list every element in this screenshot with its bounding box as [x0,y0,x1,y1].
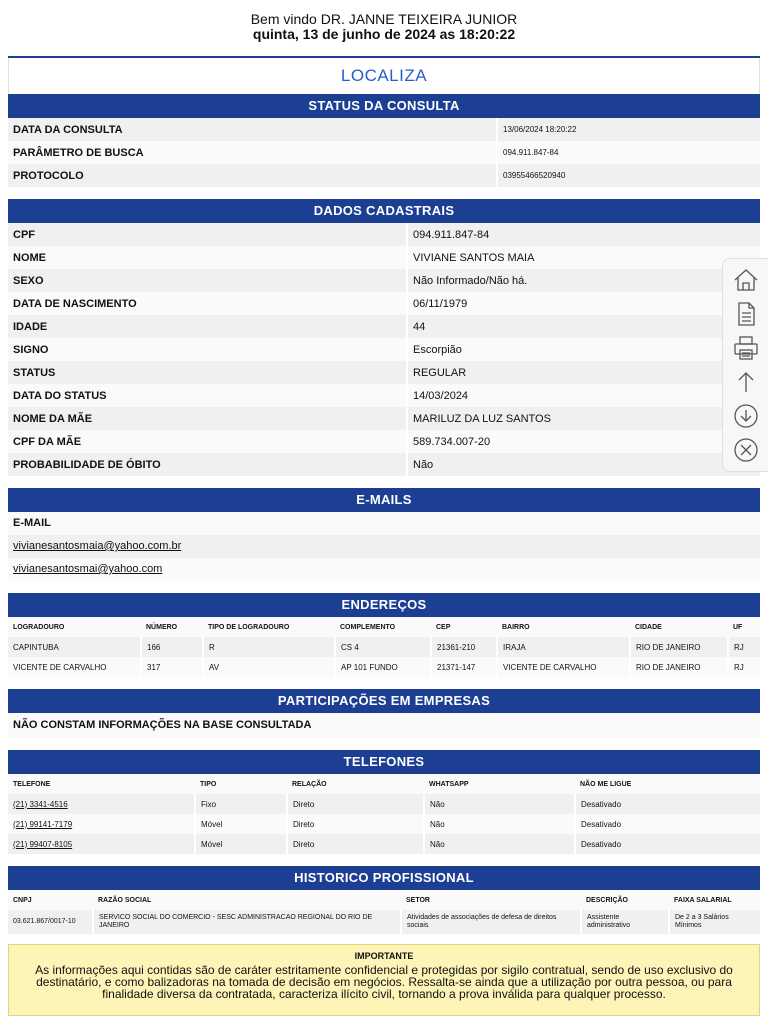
table-row [8,657,760,677]
column-header: DESCRIÇÃO [581,890,669,910]
side-toolbar [722,258,768,472]
table-cell: Direto [287,834,424,854]
email-column-label: E-MAIL [8,512,760,535]
home-icon[interactable] [731,265,761,295]
section-title: TELEFONES [8,750,760,774]
table-cell: CS 4 [335,637,431,657]
printer-icon[interactable] [731,333,761,363]
table-cell: Assistente administrativo [581,910,669,934]
field-value: VIVIANE SANTOS MAIA [406,246,760,269]
dados-row [8,246,760,269]
close-circle-icon[interactable] [731,435,761,465]
field-value: REGULAR [406,361,760,384]
field-label: CPF DA MÃE [13,435,82,448]
table-cell: Desativado [575,834,760,854]
table-cell: Móvel [195,834,287,854]
field-label: SIGNO [13,343,49,356]
field-label: DATA DA CONSULTA [13,123,123,136]
field-label: CPF [13,228,35,241]
field-value: 13/06/2024 18:20:22 [496,118,576,141]
table-cell: RIO DE JANEIRO [630,657,728,677]
section-title: HISTORICO PROFISSIONAL [8,866,760,890]
column-header: TIPO [195,774,287,794]
field-value: 44 [406,315,760,338]
welcome-header [8,0,760,58]
column-header: RELAÇÃO [287,774,424,794]
column-header: FAIXA SALARIAL [669,890,760,910]
field-value: Não [406,453,760,476]
phone-link[interactable]: (21) 3341-4516 [8,794,195,814]
table-cell: IRAJA [497,637,630,657]
status-row [8,141,760,164]
table-cell: Atividades de associações de defesa de direitos sociais [401,910,581,934]
table-cell: 21371-147 [431,657,497,677]
dados-section [8,199,760,476]
field-label: NOME [13,251,46,264]
field-label: STATUS [13,366,56,379]
table-cell: VICENTE DE CARVALHO [8,657,141,677]
participacoes-section [8,689,760,738]
field-label: SEXO [13,274,44,287]
field-value: 03955466520940 [496,164,565,187]
table-row [8,834,760,854]
enderecos-section [8,593,760,677]
dados-row [8,430,760,453]
table-cell: Direto [287,814,424,834]
dados-row [8,223,760,246]
column-header: CNPJ [8,890,93,910]
column-header: NÚMERO [141,617,203,637]
column-header: UF [728,617,760,637]
telefones-section [8,750,760,854]
section-title: DADOS CADASTRAIS [8,199,760,223]
field-label: PROTOCOLO [13,169,84,182]
table-cell: RIO DE JANEIRO [630,637,728,657]
current-datetime: quinta, 13 de junho de 2024 as 18:20:22 [252,26,516,42]
status-row [8,164,760,187]
column-header: WHATSAPP [424,774,575,794]
field-value: 14/03/2024 [406,384,760,407]
telefones-table [8,774,760,854]
table-cell: 03.621.867/0017-10 [8,910,93,934]
table-row [8,910,760,934]
status-section [8,94,760,187]
field-value: MARILUZ DA LUZ SANTOS [406,407,760,430]
historico-table [8,890,760,934]
table-cell: De 2 a 3 Salários Mínimos [669,910,760,934]
enderecos-table [8,617,760,677]
table-cell: 166 [141,637,203,657]
table-cell: AP 101 FUNDO [335,657,431,677]
dados-row [8,453,760,476]
dados-row [8,407,760,430]
field-label: PROBABILIDADE DE ÓBITO [13,458,161,471]
field-value: 06/11/1979 [406,292,760,315]
section-title: PARTICIPAÇÕES EM EMPRESAS [8,689,760,713]
disclaimer-box [8,944,760,1016]
field-label: NOME DA MÃE [13,412,93,425]
table-cell: CAPINTUBA [8,637,141,657]
table-cell: Desativado [575,794,760,814]
field-value: 094.911.847-84 [406,223,760,246]
table-row [8,814,760,834]
empty-message: NÃO CONSTAM INFORMAÇÕES NA BASE CONSULTADA [8,713,760,738]
disclaimer-text: As informações aqui contidas são de caráter estritamente confidencial e protegidas por sigilo contratual, sendo de uso exclusivo do destinatário, e como balizadoras na tomada de decisão em negócios. Ressalta-se ainda que a utilização por outra pessoa, ou para finalidade diversa da contratada, caracteriza ilícito civil, tornando a prova inválida para qualquer processo. [35,963,733,1001]
arrow-up-icon[interactable] [731,367,761,397]
table-cell: SERVICO SOCIAL DO COMERCIO - SESC ADMINISTRACAO REGIONAL DO RIO DE JANEIRO [93,910,401,934]
table-cell: Não [424,834,575,854]
section-title: E-MAILS [8,488,760,512]
section-title: ENDEREÇOS [8,593,760,617]
field-value: 094.911.847-84 [496,141,558,164]
brand-title: LOCALIZA [8,58,760,94]
table-cell: 317 [141,657,203,677]
dados-row [8,269,760,292]
table-cell: Móvel [195,814,287,834]
column-header: RAZÃO SOCIAL [93,890,401,910]
field-label: IDADE [13,320,48,333]
column-header: TELEFONE [8,774,195,794]
emails-section [8,488,760,581]
table-cell: AV [203,657,335,677]
table-cell: Não [424,794,575,814]
table-cell: R [203,637,335,657]
column-header: SETOR [401,890,581,910]
dados-row [8,384,760,407]
status-row [8,118,760,141]
historico-section [8,866,760,934]
dados-row [8,361,760,384]
column-header: CEP [431,617,497,637]
document-icon[interactable] [731,299,761,329]
table-cell: Não [424,814,575,834]
email-link[interactable]: vivianesantosmai@yahoo.com [8,558,760,581]
dados-row [8,292,760,315]
field-value: 589.734.007-20 [406,430,760,453]
table-row [8,637,760,657]
phone-link[interactable]: (21) 99141-7179 [8,814,195,834]
table-cell: Desativado [575,814,760,834]
section-title: STATUS DA CONSULTA [8,94,760,118]
column-header: LOGRADOURO [8,617,141,637]
column-header: COMPLEMENTO [335,617,431,637]
field-label: DATA DO STATUS [13,389,107,402]
dados-row [8,315,760,338]
table-cell: RJ [728,657,760,677]
email-link[interactable]: vivianesantosmaia@yahoo.com.br [8,535,760,558]
arrow-down-circle-icon[interactable] [731,401,761,431]
column-header: NÃO ME LIGUE [575,774,760,794]
field-label: DATA DE NASCIMENTO [13,297,137,310]
table-cell: VICENTE DE CARVALHO [497,657,630,677]
column-header: CIDADE [630,617,728,637]
column-header: BAIRRO [497,617,630,637]
table-row [8,794,760,814]
table-cell: 21361-210 [431,637,497,657]
disclaimer-title: IMPORTANTE [354,951,414,961]
field-label: PARÂMETRO DE BUSCA [13,146,144,159]
table-cell: RJ [728,637,760,657]
field-value: Não Informado/Não há. [406,269,760,292]
dados-row [8,338,760,361]
column-header: TIPO DE LOGRADOURO [203,617,335,637]
table-cell: Direto [287,794,424,814]
welcome-text: Bem vindo DR. JANNE TEIXEIRA JUNIOR [250,11,518,27]
field-value: Escorpião [406,338,760,361]
phone-link[interactable]: (21) 99407-8105 [8,834,195,854]
table-cell: Fixo [195,794,287,814]
